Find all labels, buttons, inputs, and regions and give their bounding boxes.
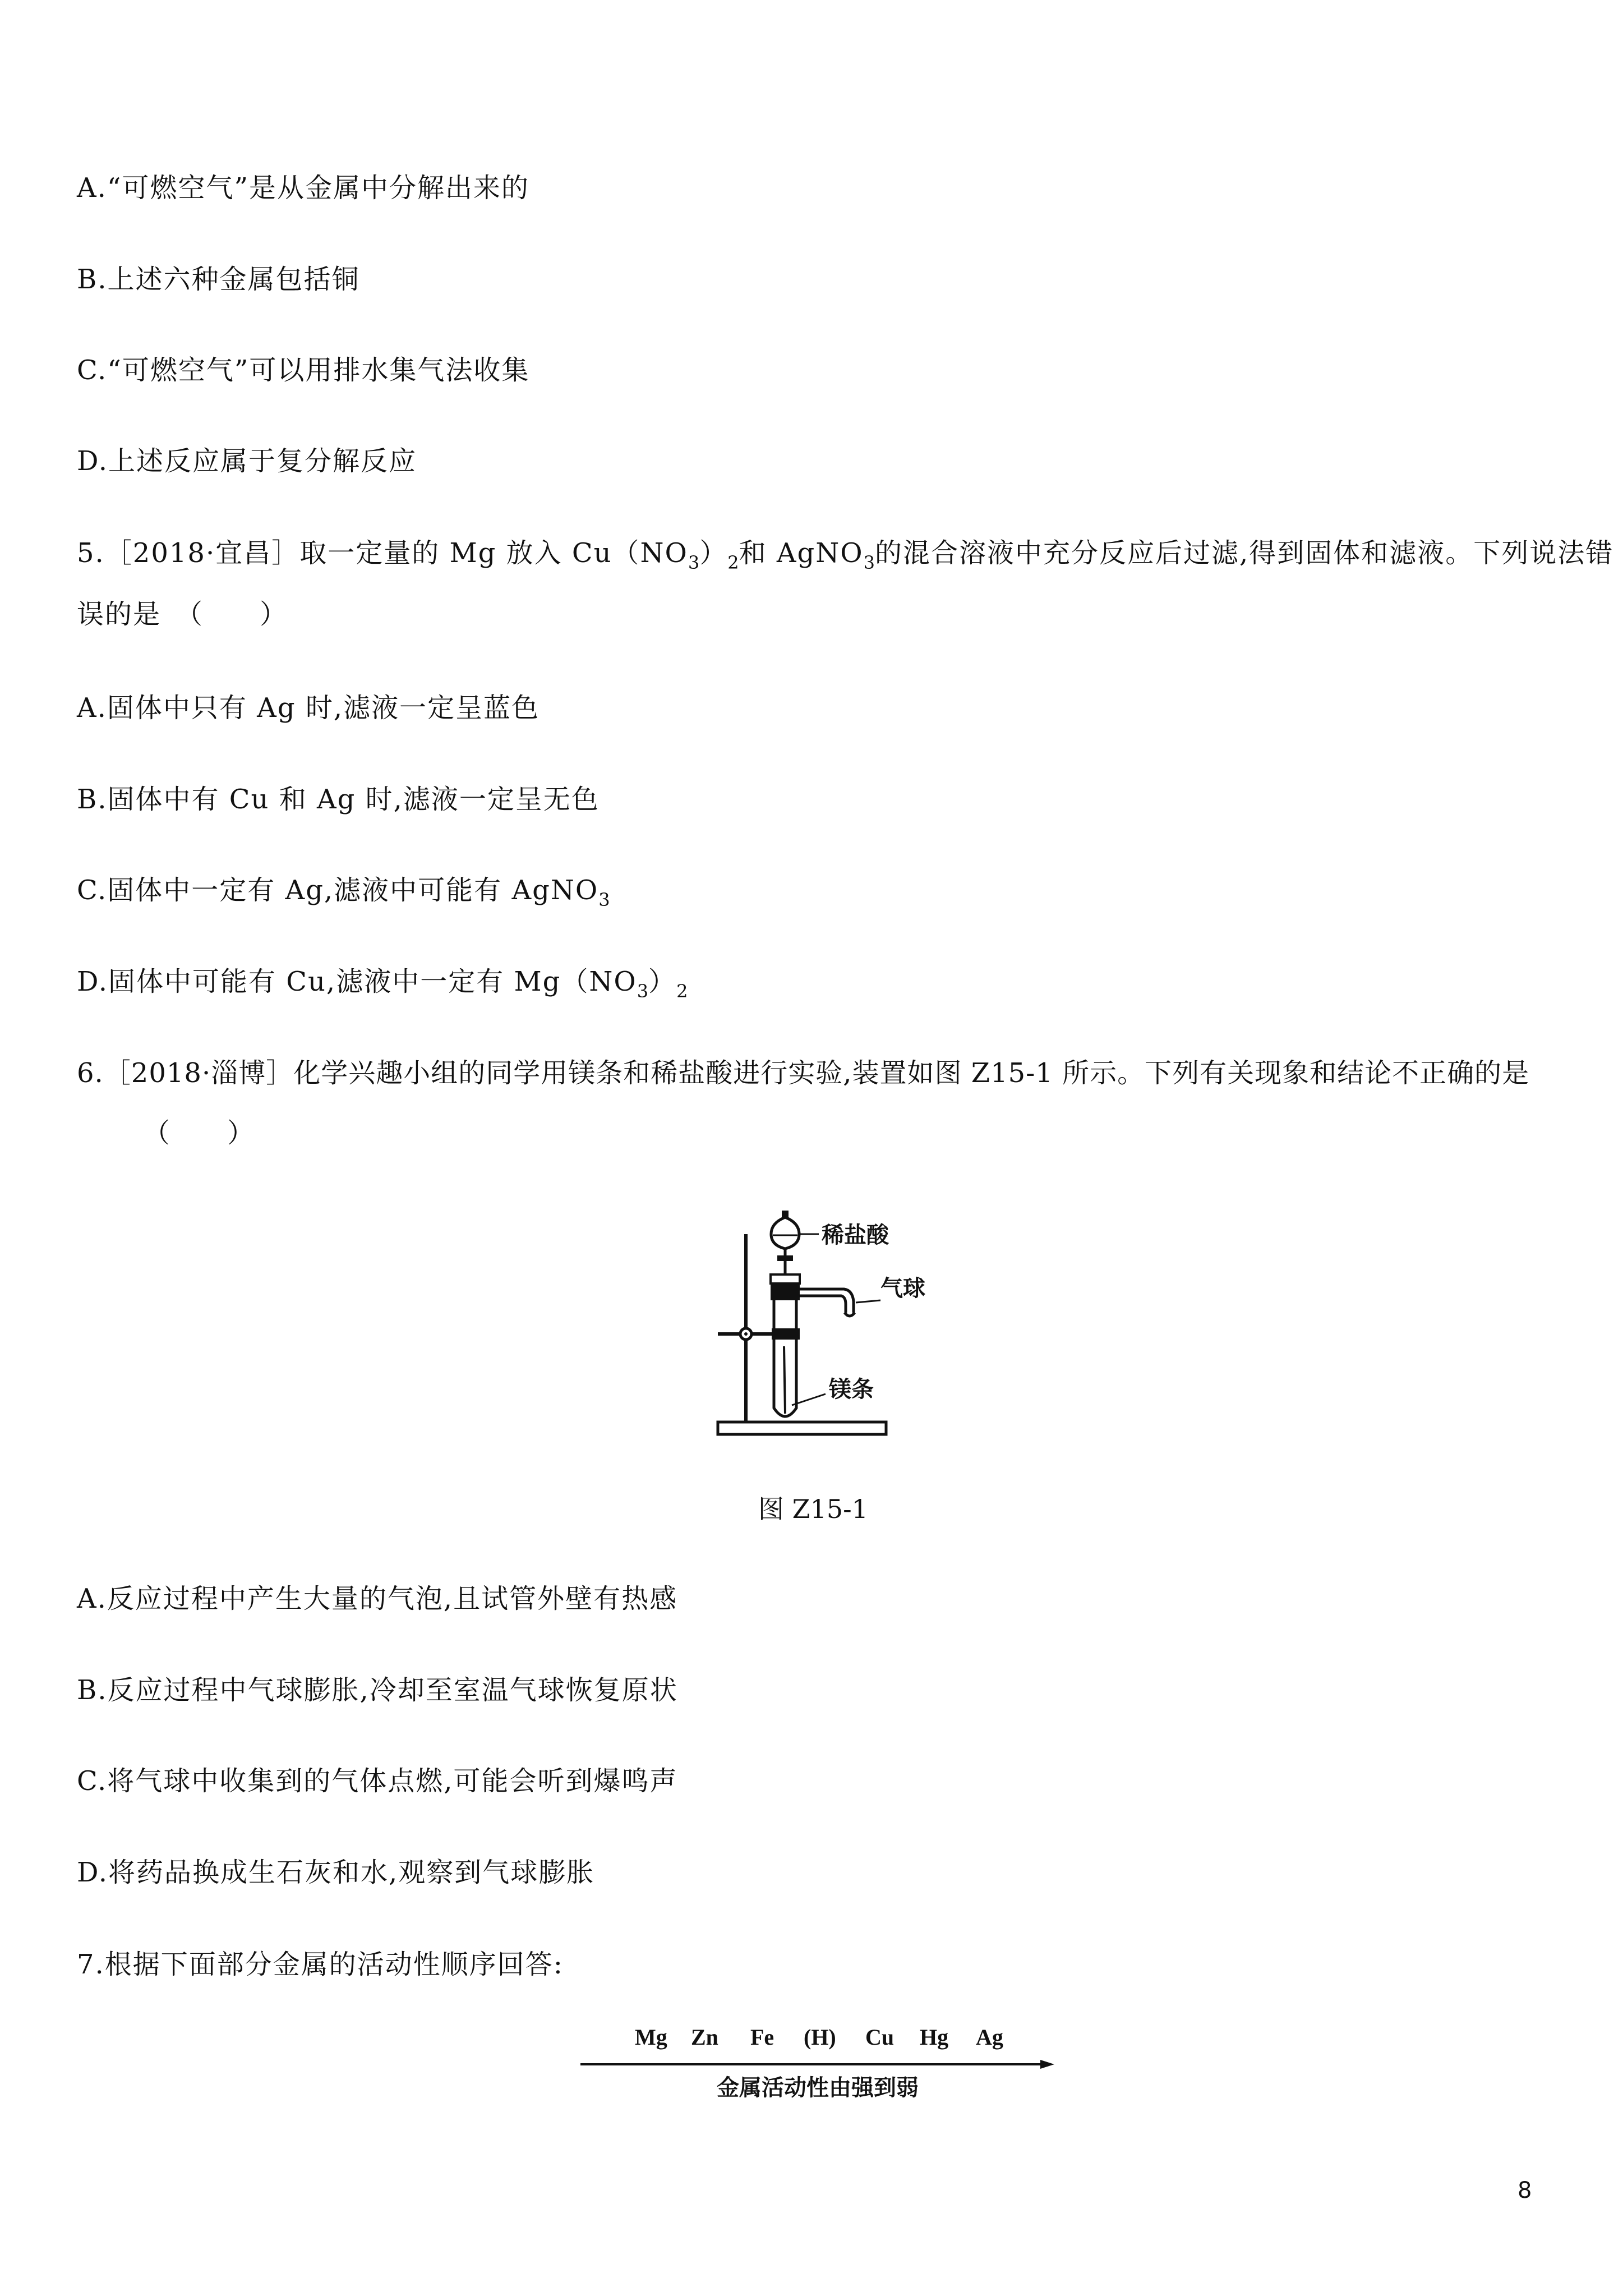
q5-stem-text: 和 AgNO <box>739 537 864 569</box>
q6-option-b: B.反应过程中气球膨胀,冷却至室温气球恢复原状 <box>77 1674 678 1706</box>
figure-caption: 图 Z15-1 <box>758 1494 868 1524</box>
subscript: 2 <box>676 981 688 1002</box>
metal-mg: Mg <box>635 2024 667 2050</box>
metal-ag: Ag <box>976 2024 1003 2050</box>
q5-option-a: A.固体中只有 Ag 时,滤液一定呈蓝色 <box>77 692 540 724</box>
q7-stem: 7.根据下面部分金属的活动性顺序回答: <box>77 1949 564 1980</box>
subscript: 2 <box>727 552 739 573</box>
q6-stem-line2: （ ） <box>143 1117 256 1149</box>
activity-arrow-label: 金属活动性由强到弱 <box>717 2075 919 2101</box>
label-magnesium-ribbon: 镁条 <box>829 1377 874 1402</box>
metal-fe: Fe <box>750 2024 774 2050</box>
label-balloon: 气球 <box>880 1276 925 1301</box>
q6-option-d: D.将药品换成生石灰和水,观察到气球膨胀 <box>77 1857 595 1888</box>
q5-option-d <box>77 965 688 1001</box>
q5-stem-line2: 误的是 （ ） <box>77 599 288 630</box>
label-dilute-hcl: 稀盐酸 <box>822 1222 889 1248</box>
subscript: 3 <box>637 981 649 1002</box>
q6-option-a: A.反应过程中产生大量的气泡,且试管外壁有热感 <box>77 1583 678 1614</box>
metal-hg: Hg <box>920 2024 949 2050</box>
q4-option-c: C.“可燃空气”可以用排水集气法收集 <box>77 355 530 386</box>
metal-zn: Zn <box>691 2024 718 2050</box>
subscript: 3 <box>863 552 875 573</box>
apparatus-figure <box>701 1200 937 1447</box>
q5-option-c-text: C.固体中一定有 Ag,滤液中可能有 AgNO <box>77 875 599 906</box>
q5-stem-text: 的混合溶液中充分反应后过滤,得到固体和滤液。下列说法错 <box>874 537 1614 569</box>
q4-option-d: D.上述反应属于复分解反应 <box>77 445 417 477</box>
element-h: (H) <box>804 2024 836 2050</box>
page-number: 8 <box>1518 2178 1532 2203</box>
metal-cu: Cu <box>865 2024 895 2050</box>
q5-stem-text: 5.［2018·宜昌］取一定量的 Mg 放入 Cu（NO <box>77 537 688 569</box>
activity-series-diagram <box>572 2019 1066 2115</box>
q5-option-c <box>77 873 610 910</box>
subscript: 3 <box>598 889 610 910</box>
q5-option-b: B.固体中有 Cu 和 Ag 时,滤液一定呈无色 <box>77 784 600 815</box>
q5-stem-line1 <box>77 536 1613 573</box>
q5-option-d-text: ） <box>648 966 677 997</box>
subscript: 3 <box>688 552 700 573</box>
q4-option-b: B.上述六种金属包括铜 <box>77 264 360 295</box>
q5-option-d-text: D.固体中可能有 Cu,滤液中一定有 Mg（NO <box>77 966 637 997</box>
q6-option-c: C.将气球中收集到的气体点燃,可能会听到爆鸣声 <box>77 1765 678 1797</box>
arrow-head-icon <box>1040 2060 1054 2069</box>
q6-stem-line1: 6.［2018·淄博］化学兴趣小组的同学用镁条和稀盐酸进行实验,装置如图 Z15-1 所示。下列有关现象和结论不正确的是 <box>77 1057 1530 1089</box>
q4-option-a: A.“可燃空气”是从金属中分解出来的 <box>77 172 530 204</box>
q5-stem-text: ） <box>699 537 728 569</box>
